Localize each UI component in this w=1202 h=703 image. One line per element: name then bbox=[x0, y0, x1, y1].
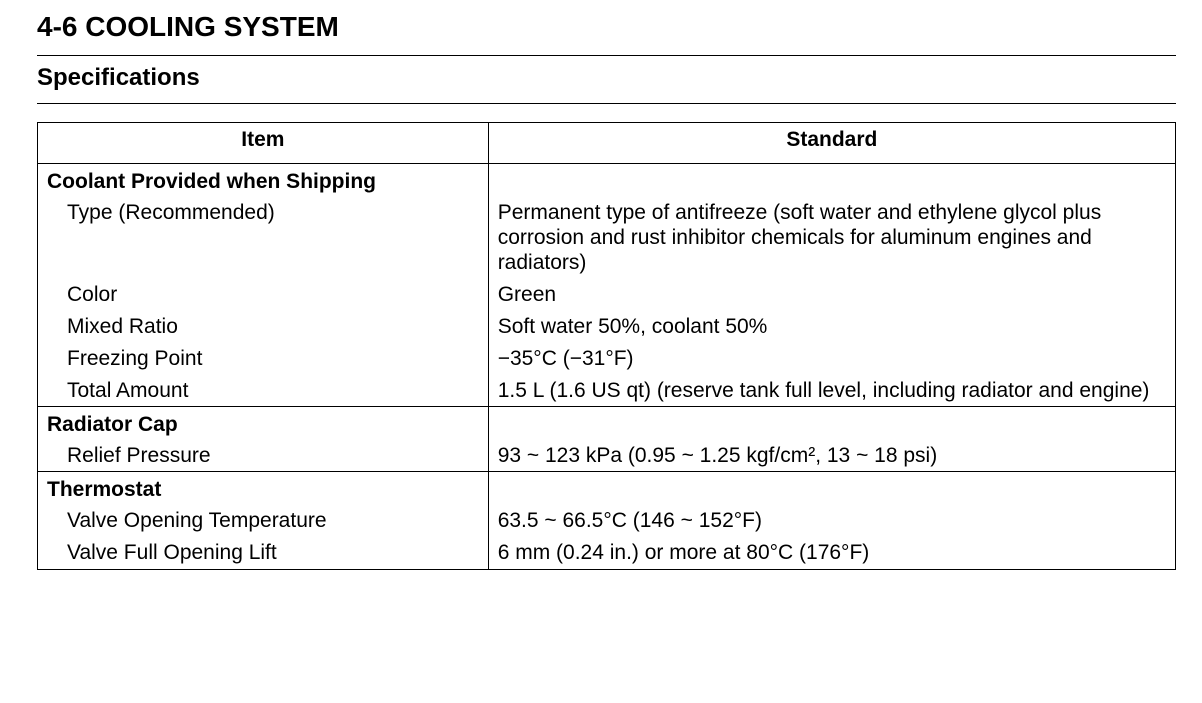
group-row-radiator-cap bbox=[38, 407, 1176, 440]
specifications-table bbox=[37, 122, 1176, 570]
row-standard: 6 mm (0.24 in.) or more at 80°C (176°F) bbox=[488, 536, 1175, 570]
table-row bbox=[38, 310, 1176, 342]
header-standard: Standard bbox=[488, 123, 1175, 164]
row-item: Type (Recommended) bbox=[38, 196, 489, 278]
row-standard: 1.5 L (1.6 US qt) (reserve tank full level, including radiator and engine) bbox=[488, 374, 1175, 407]
row-item: Total Amount bbox=[38, 374, 489, 407]
section-title: 4-6 COOLING SYSTEM bbox=[37, 0, 1176, 56]
row-item: Relief Pressure bbox=[38, 439, 489, 472]
row-item: Mixed Ratio bbox=[38, 310, 489, 342]
row-standard: 63.5 ~ 66.5°C (146 ~ 152°F) bbox=[488, 504, 1175, 536]
row-item: Valve Opening Temperature bbox=[38, 504, 489, 536]
row-standard: Permanent type of antifreeze (soft water and ethylene glycol plus corrosion and rust inhibitor chemicals for aluminum engines and radiators) bbox=[488, 196, 1175, 278]
table-header-row bbox=[38, 123, 1176, 164]
group-name: Coolant Provided when Shipping bbox=[38, 164, 489, 197]
row-item: Valve Full Opening Lift bbox=[38, 536, 489, 570]
table-row bbox=[38, 278, 1176, 310]
row-standard: Soft water 50%, coolant 50% bbox=[488, 310, 1175, 342]
subsection-title: Specifications bbox=[37, 56, 1176, 104]
row-standard: −35°C (−31°F) bbox=[488, 342, 1175, 374]
table-row bbox=[38, 196, 1176, 278]
document-page bbox=[37, 0, 1176, 564]
table-row bbox=[38, 342, 1176, 374]
row-item: Color bbox=[38, 278, 489, 310]
row-item: Freezing Point bbox=[38, 342, 489, 374]
table-row bbox=[38, 536, 1176, 570]
group-name: Radiator Cap bbox=[38, 407, 489, 440]
row-standard: Green bbox=[488, 278, 1175, 310]
group-row-thermostat bbox=[38, 472, 1176, 505]
row-standard: 93 ~ 123 kPa (0.95 ~ 1.25 kgf/cm², 13 ~ 18 psi) bbox=[488, 439, 1175, 472]
table-row bbox=[38, 439, 1176, 472]
group-row-coolant bbox=[38, 164, 1176, 197]
table-row bbox=[38, 374, 1176, 407]
group-standard-empty bbox=[488, 164, 1175, 197]
group-standard-empty bbox=[488, 407, 1175, 440]
table-row bbox=[38, 504, 1176, 536]
group-name: Thermostat bbox=[38, 472, 489, 505]
header-item: Item bbox=[38, 123, 489, 164]
group-standard-empty bbox=[488, 472, 1175, 505]
